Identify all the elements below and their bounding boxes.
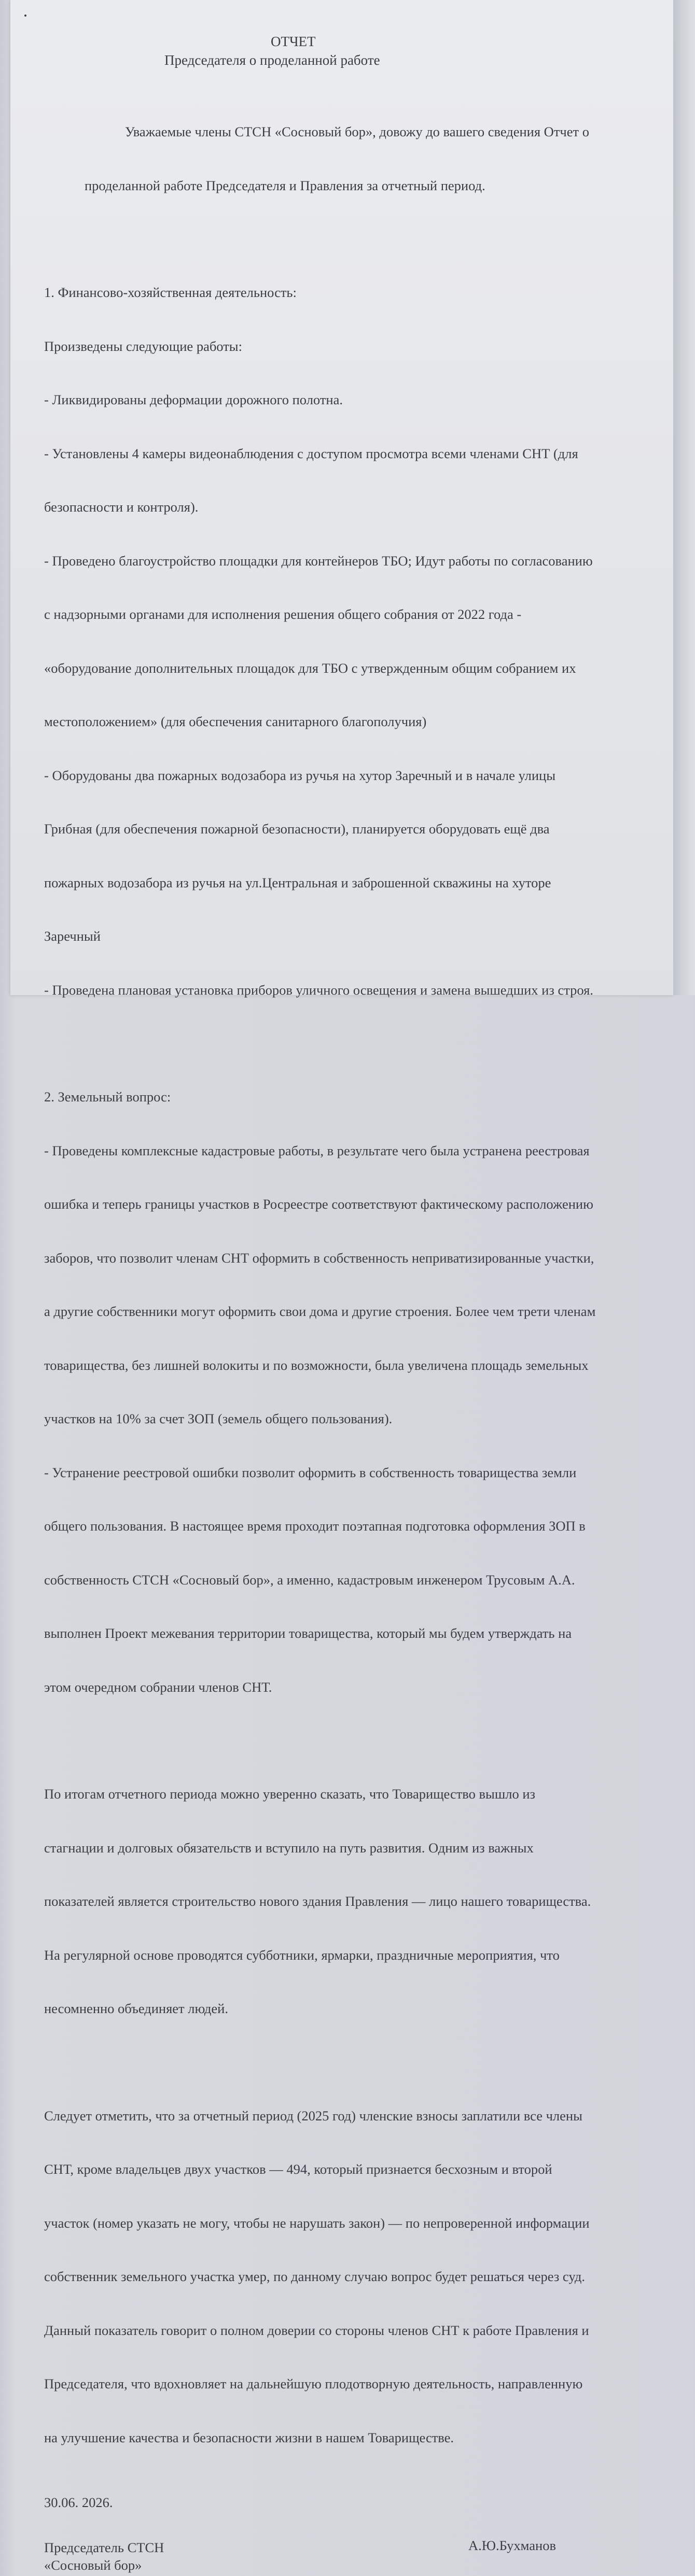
section-line: «оборудование дополнительных площадок для ТБО с утвержденным общим собранием их [44,660,576,676]
section-line: безопасности и контроля). [44,499,199,515]
document-date: 30.06. 2026. [44,2495,113,2510]
signature-name: А.Ю.Бухманов [468,2537,556,2553]
summary-paragraph [44,1749,661,2054]
document-title: ОТЧЕТ [271,34,316,49]
section-line: выполнен Проект межевания территории товарищества, который мы будем утверждать на [44,1625,572,1641]
section-line: - Установлены 4 камеры видеонаблюдения с доступом просмотра всеми членами СНТ (для [44,445,578,461]
section-line: а другие собственники могут оформить свои дома и другие строения. Более чем трети членам [44,1304,596,1319]
section-line: Произведены следующие работы: [44,338,242,354]
section-line: собственность СТСН «Сосновый бор», а именно, кадастровым инженером Трусовым А.А. [44,1572,575,1588]
signature-position-line: Председатель СТСН [44,2539,164,2555]
section-line: этом очередном собрании членов СНТ. [44,1679,272,1695]
section-line: с надзорными органами для исполнения решения общего собрания от 2022 года - [44,606,522,622]
intro-line: проделанной работе Председателя и Правления за отчетный период. [85,177,485,193]
section-line: участков на 10% за счет ЗОП (земель общего пользования). [44,1411,393,1426]
fees-line: на улучшение качества и безопасности жизни в нашем Товариществе. [44,2429,454,2445]
section-heading: 2. Земельный вопрос: [44,1089,171,1105]
document-subtitle: Председателя о проделанной работе [164,52,380,68]
signature-position-line: «Сосновый бор» [44,2557,142,2573]
fees-line: Председателя, что вдохновляет на дальнейшую плодотворную деятельность, направленную [44,2376,583,2391]
background-edge [673,0,695,995]
section-line: Заречный [44,928,101,944]
section-line: - Оборудованы два пожарных водозабора из ручья на хутор Заречный и в начале улицы [44,767,556,783]
section-line: пожарных водозабора из ручья на ул.Центральная и заброшенной скважины на хуторе [44,874,551,890]
fees-line: собственник земельного участка умер, по данному случаю вопрос будет решаться через суд. [44,2269,586,2284]
section-land [44,1052,661,1732]
section-line: ошибка и теперь границы участков в Росреестре соответствуют фактическому расположению [44,1196,593,1212]
document-body [44,32,661,2576]
signature-position [44,2539,164,2574]
section-line: Грибная (для обеспечения пожарной безопасности), планируется оборудовать ещё два [44,821,550,837]
section-line: - Проведено благоустройство площадки для контейнеров ТБО; Идут работы по согласованию [44,553,593,569]
section-line: товарищества, без лишней волокиты и по возможности, была увеличена площадь земельных [44,1357,589,1373]
section-line: - Устранение реестровой ошибки позволит оформить в собственность товарищества земли [44,1464,577,1480]
fees-paragraph [44,2071,661,2483]
section-line: - Проведены комплексные кадастровые работы, в результате чего была устранена реестровая [44,1142,590,1158]
summary-line: стагнации и долговых обязательств и вступило на путь развития. Одним из важных [44,1839,534,1856]
fees-line: СНТ, кроме владельцев двух участков — 494, который признается бесхозным и второй [44,2161,552,2177]
intro-paragraph [44,87,661,230]
intro-line: Уважаемые члены СТСН «Сосновый бор», довожу до вашего сведения Отчет о [125,124,589,139]
section-line: общего пользования. В настоящее время проходит поэтапная подготовка оформления ЗОП в [44,1518,586,1534]
section-line: местоположением» (для обеспечения санитарного благополучия) [44,714,427,729]
section-line: - Проведена плановая установка приборов уличного освещения и замена вышедших из строя. [44,982,593,998]
summary-line: На регулярной основе проводятся субботники, ярмарки, праздничные мероприятия, что [44,1947,560,1963]
summary-line: несомненно объединяет людей. [44,2001,228,2016]
summary-line: показателей является строительство нового здания Правления — лицо нашего товарищества. [44,1893,591,1909]
ink-dot [24,15,26,17]
section-line: заборов, что позволит членам СНТ оформить в собственность неприватизированные участки, [44,1250,594,1266]
section-line: - Ликвидированы деформации дорожного полотна. [44,392,343,407]
fees-line: участок (номер указать не могу, чтобы не нарушать закон) — по непроверенной информации [44,2215,590,2231]
section-financial [44,248,661,1035]
fees-line: Данный показатель говорит о полном доверии со стороны членов СНТ к работе Правления и [44,2322,589,2338]
section-heading: 1. Финансово-хозяйственная деятельность: [44,285,297,300]
signature-block [44,2539,661,2576]
fees-line: Следует отметить, что за отчетный период (2025 год) членские взносы заплатили все члены [44,2107,582,2124]
summary-line: По итогам отчетного периода можно уверенно сказать, что Товарищество вышло из [44,1786,535,1802]
